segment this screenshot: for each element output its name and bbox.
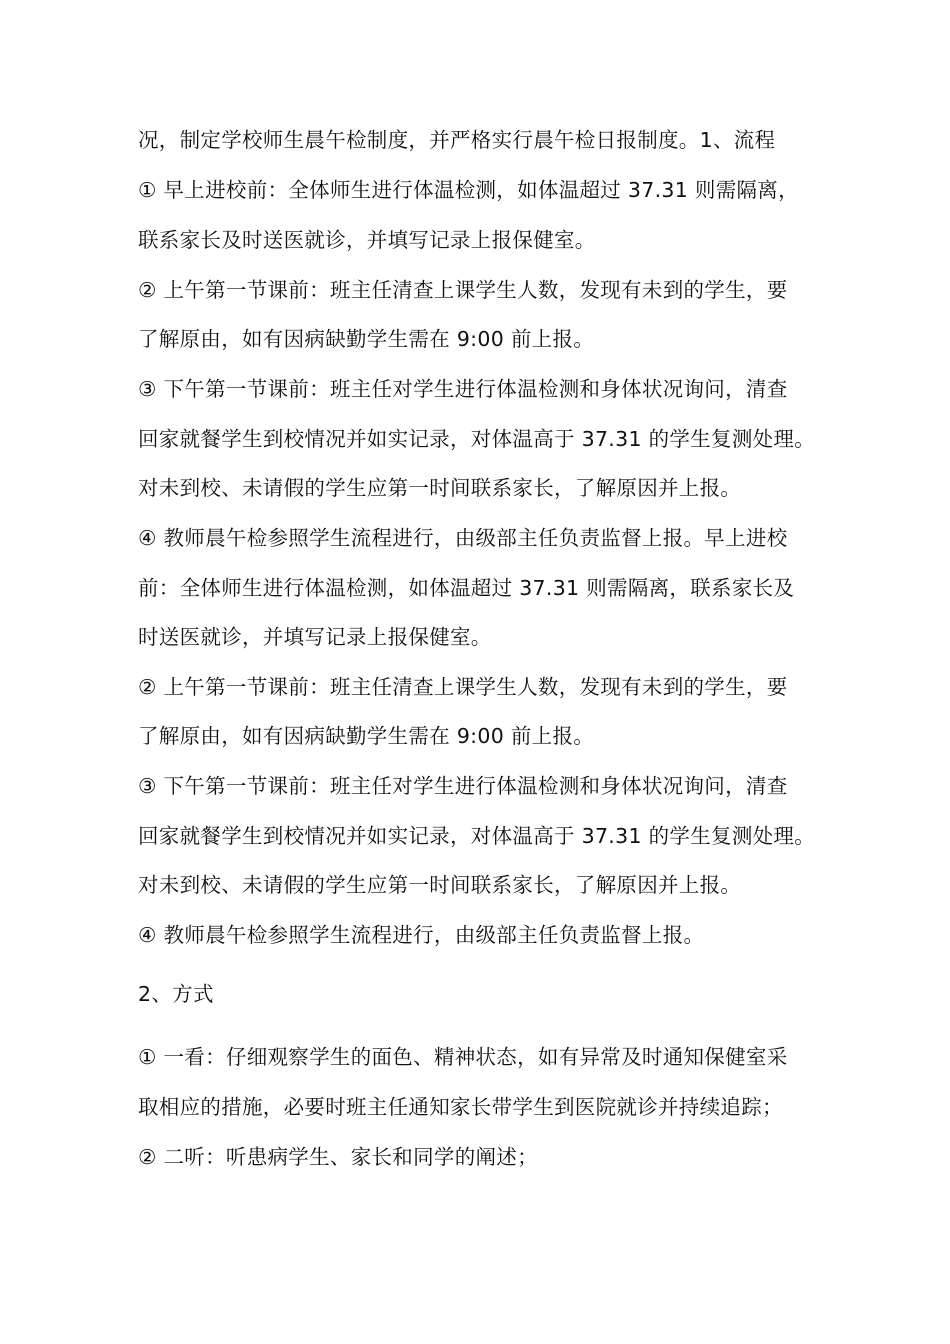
text-line: 况，制定学校师生晨午检制度，并严格实行晨午检日报制度。1、流程 [138,128,776,152]
text-line: ① 早上进校前：全体师生进行体温检测，如体温超过 37.31 则需隔离， [138,178,799,202]
text-line: 取相应的措施，必要时班主任通知家长带学生到医院就诊并持续追踪； [138,1095,783,1119]
text-line: 对未到校、未请假的学生应第一时间联系家长，了解原因并上报。 [138,476,742,500]
section-heading: 2、方式 [138,982,214,1006]
text-line: 了解原由，如有因病缺勤学生需在 9:00 前上报。 [138,724,595,748]
text-line: ② 上午第一节课前：班主任清查上课学生人数，发现有未到的学生，要 [138,278,788,302]
text-line: 时送医就诊，并填写记录上报保健室。 [138,625,492,649]
text-line: ③ 下午第一节课前：班主任对学生进行体温检测和身体状况询问，清查 [138,377,788,401]
text-line: ② 上午第一节课前：班主任清查上课学生人数，发现有未到的学生，要 [138,675,788,699]
text-line: ④ 教师晨午检参照学生流程进行，由级部主任负责监督上报。 [138,923,705,947]
text-line: 对未到校、未请假的学生应第一时间联系家长，了解原因并上报。 [138,873,742,897]
text-line: 回家就餐学生到校情况并如实记录，对体温高于 37.31 的学生复测处理。 [138,427,816,451]
text-line: 了解原由，如有因病缺勤学生需在 9:00 前上报。 [138,327,595,351]
text-line: ① 一看：仔细观察学生的面色、精神状态，如有异常及时通知保健室采 [138,1045,788,1069]
text-line: ④ 教师晨午检参照学生流程进行，由级部主任负责监督上报。早上进校 [138,526,788,550]
text-line: ③ 下午第一节课前：班主任对学生进行体温检测和身体状况询问，清查 [138,774,788,798]
text-line: ② 二听：听患病学生、家长和同学的阐述； [138,1145,538,1169]
text-line: 前：全体师生进行体温检测，如体温超过 37.31 则需隔离，联系家长及 [138,576,795,600]
text-line: 回家就餐学生到校情况并如实记录，对体温高于 37.31 的学生复测处理。 [138,824,816,848]
text-line: 联系家长及时送医就诊，并填写记录上报保健室。 [138,228,596,252]
